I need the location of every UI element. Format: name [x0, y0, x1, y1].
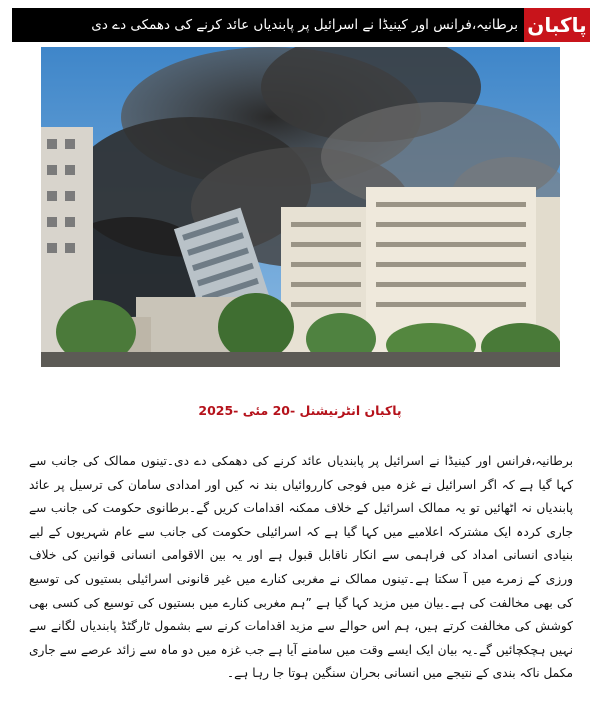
brand-badge: پاکبان — [524, 8, 590, 42]
dateline: پاکبان انٹرنیشنل -20 مئی -2025 — [198, 403, 402, 418]
headline-text: برطانیہ،فرانس اور کینیڈا نے اسرائیل پر پابندیاں عائد کرنے کی دھمکی دے دی — [91, 17, 518, 33]
article-body: برطانیہ،فرانس اور کینیڈا نے اسرائیل پر پابندیاں عائد کرنے کی دھمکی دے دی۔تینوں ممالک کی جانب سے کہا گیا ہے کہ اگر اسرائیل نے غزہ میں فوجی کارروائیاں بند نہ کیں اور امدادی سامان کی ترسیل پر عائد پابندیاں نہ اٹھائیں تو یہ ممالک اسرائیل کے خلاف ممکنہ اقدامات کریں گے۔برطانوی حکومت کی جانب سے جاری کردہ ایک مشترکہ اعلامیے میں کہا گیا ہے کہ اسرائیلی حکومت کی جانب سے عام شہریوں کے لیے بنیادی انسانی امداد کی فراہمی سے انکار ناقابل قبول ہے اور یہ بین الاقوامی انسانی قوانین کی خلاف ورزی کے زمرے میں آ سکتا ہے۔تینوں ممالک نے مغربی کنارے میں غیر قانونی اسرائیلی بستیوں کی توسیع کی بھی مخالفت کی ہے۔بیان میں مزید کہا گیا ہے ”ہم مغربی کنارے میں بستیوں کی توسیع کی کسی بھی کوشش کی مخالفت کرتے ہیں، ہم اس حوالے سے مزید اقدامات کرنے سے بشمول ٹارگٹڈ پابندیاں لگانے سے نہیں ہچکچائیں گے۔یہ بیان ایک ایسے وقت میں سامنے آیا ہے جب غزہ میں دو ماہ سے زائد عرصے سے جاری مکمل ناکہ بندی کے نتیجے میں انسانی بحران سنگین ہوتا جا رہا ہے۔ — [29, 454, 573, 681]
news-photo — [41, 47, 560, 367]
headline-banner — [12, 8, 590, 42]
